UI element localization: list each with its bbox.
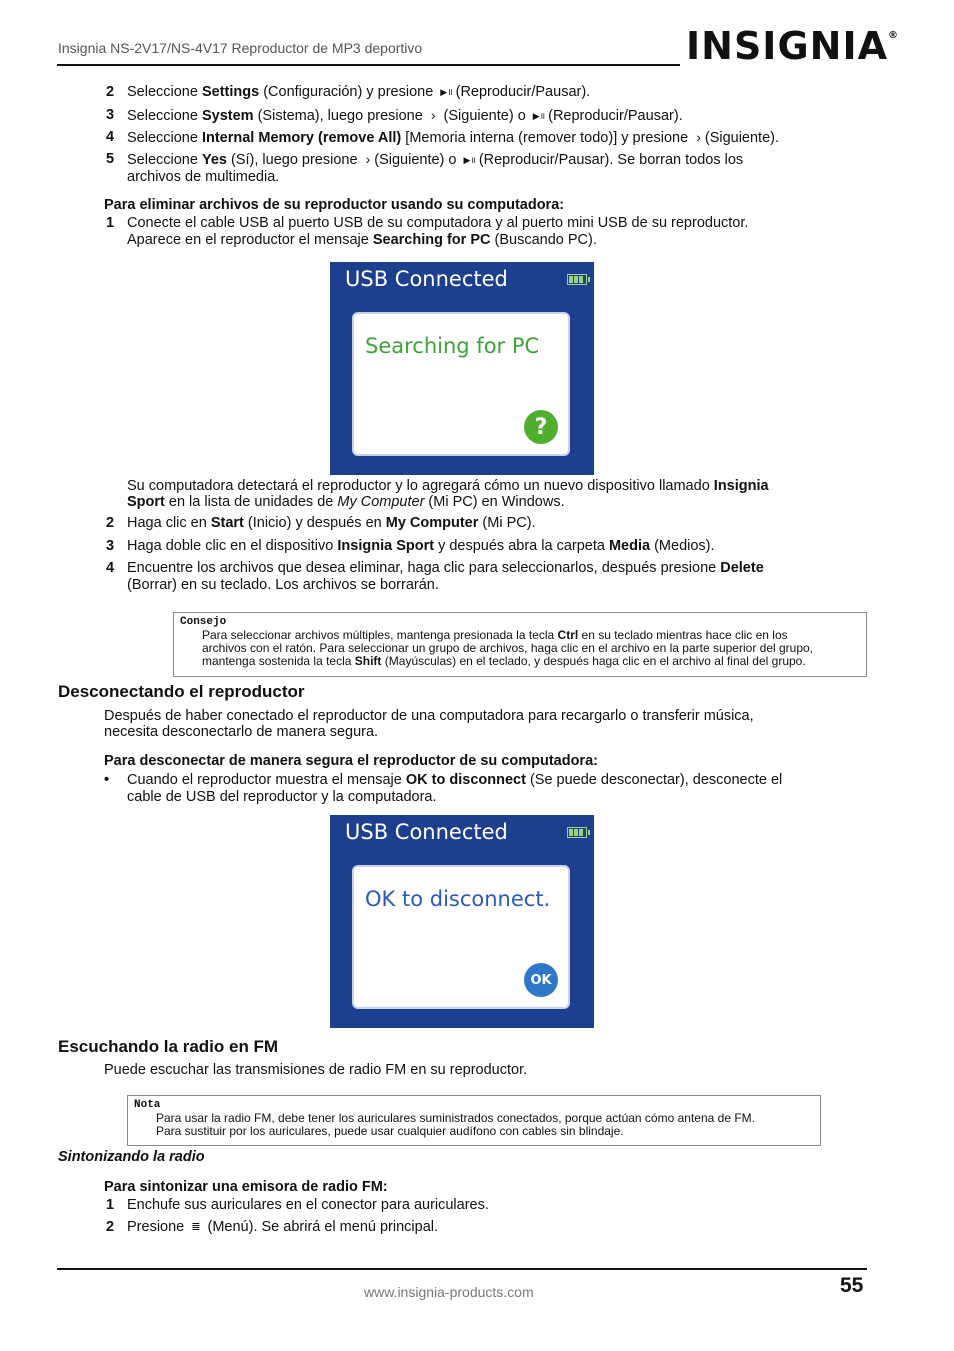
step-3-open-media: Haga doble clic en el dispositivo Insignia Sport y después abra la carpeta Media (Medios). [127,538,715,554]
step-1-connect-usb: Conecte el cable USB al puerto USB de su computadora y al puerto mini USB de su reproductor. Aparece en el reproductor el mensaje Searching for PC (Buscando PC). [127,215,749,248]
battery-icon [567,827,587,838]
play-pause-icon: ▶॥ [463,154,476,165]
note-box [127,1095,821,1146]
menu-icon: ≣ [191,1221,201,1233]
device-screen-searching [330,262,594,475]
screen-message: Searching for PC [365,334,540,358]
insignia-logo: INSIGNIA® [686,24,899,68]
note-label: Nota [134,1099,161,1111]
procedure-heading: Para eliminar archivos de su reproductor usando su computadora: [104,197,565,213]
battery-icon [567,274,587,285]
chevron-right-icon: › [430,107,436,123]
step-number: 2 [106,515,115,531]
step-number: 1 [106,215,115,231]
step-2-start: Haga clic en Start (Inicio) y después en My Computer (Mi PC). [127,515,536,531]
bullet: • [104,772,110,788]
step-4-delete: Encuentre los archivos que desea eliminar, haga clic para seleccionarlos, después presione Delete (Borrar) en su teclado. Los archivos se borrarán. [127,560,764,593]
step-number: 5 [106,151,115,167]
disconnect-intro: Después de haber conectado el reproductor de una computadora para recargarlo o transferir música, necesita desconectarlo de manera segura. [104,708,754,740]
play-pause-icon: ▶॥ [440,87,453,97]
step-number: 3 [106,538,115,554]
chevron-right-icon: › [365,151,371,167]
tip-text: Para seleccionar archivos múltiples, mantenga presionada la tecla Ctrl en su teclado mientras hace clic en los archivos con el ratón. Para seleccionar un grupo de archivos, haga clic en el archivo en la parte superior del grupo, mantenga sostenida la tecla Shift (Mayúsculas) en el teclado, y después haga clic en el archivo al final del grupo. [202,628,814,668]
help-button-icon: ? [524,410,558,444]
step-number: 3 [106,107,115,123]
ok-button-icon: OK [524,963,558,997]
footer-url: www.insignia-products.com [364,1284,534,1300]
screen-message: OK to disconnect. [365,887,551,911]
step-number: 2 [106,1219,115,1235]
step-4-internal-memory: Seleccione Internal Memory (remove All) [Memoria interna (remover todo)] y presione › (Siguiente). [127,129,780,146]
device-screen-ok-disconnect [330,815,594,1028]
disconnect-bullet-text: Cuando el reproductor muestra el mensaje OK to disconnect (Se puede desconectar), desconecte el cable de USB del reproductor y la computadora. [127,772,783,805]
page-number: 55 [840,1274,864,1297]
running-header: Insignia NS-2V17/NS-4V17 Reproductor de MP3 deportivo [58,40,423,56]
play-pause-icon: ▶॥ [532,110,546,121]
detection-paragraph: Su computadora detectará el reproductor y lo agregará cómo un nuevo dispositivo llamado Insignia Sport en la lista de unidades de My Computer (Mi PC) en Windows. [127,478,769,510]
message-box [352,312,570,456]
section-heading-disconnect: Desconectando el reproductor [58,682,305,701]
tip-label: Consejo [180,616,227,628]
step-3-system: Seleccione System (Sistema), luego presione › (Siguiente) o ▶॥ (Reproducir/Pausar). [127,107,683,124]
step-2-press-menu: Presione ≣ (Menú). Se abrirá el menú principal. [127,1219,439,1236]
screen-title: USB Connected [345,267,508,291]
footer-rule [57,1268,867,1270]
subsection-heading-tuning: Sintonizando la radio [58,1149,205,1165]
step-number: 1 [106,1197,115,1213]
step-1-plug-headphones: Enchufe sus auriculares en el conector para auriculares. [127,1197,489,1213]
radio-intro: Puede escuchar las transmisiones de radio FM en su reproductor. [104,1062,528,1078]
tip-box [173,612,867,677]
chevron-right-icon: › [696,129,701,145]
step-number: 2 [106,84,115,100]
disconnect-procedure-heading: Para desconectar de manera segura el reproductor de su computadora: [104,753,598,769]
step-number: 4 [106,129,115,145]
section-heading-radio: Escuchando la radio en FM [58,1037,279,1056]
screen-title: USB Connected [345,820,508,844]
header-rule [57,64,680,66]
step-5-yes: Seleccione Yes (Sí), luego presione › (Siguiente) o ▶॥ (Reproducir/Pausar). Se borran todos los archivos de multimedia. [127,151,744,185]
step-2-settings: Seleccione Settings (Configuración) y presione ▶॥ (Reproducir/Pausar). [127,84,591,101]
tuning-procedure-heading: Para sintonizar una emisora de radio FM: [104,1179,388,1195]
note-text: Para usar la radio FM, debe tener los auriculares suministrados conectados, porque actúan cómo antena de FM. Para sustituir por los auriculares, puede usar cualquier audífono con cables sin blindaje. [156,1111,755,1138]
message-box [352,865,570,1009]
step-number: 4 [106,560,115,576]
